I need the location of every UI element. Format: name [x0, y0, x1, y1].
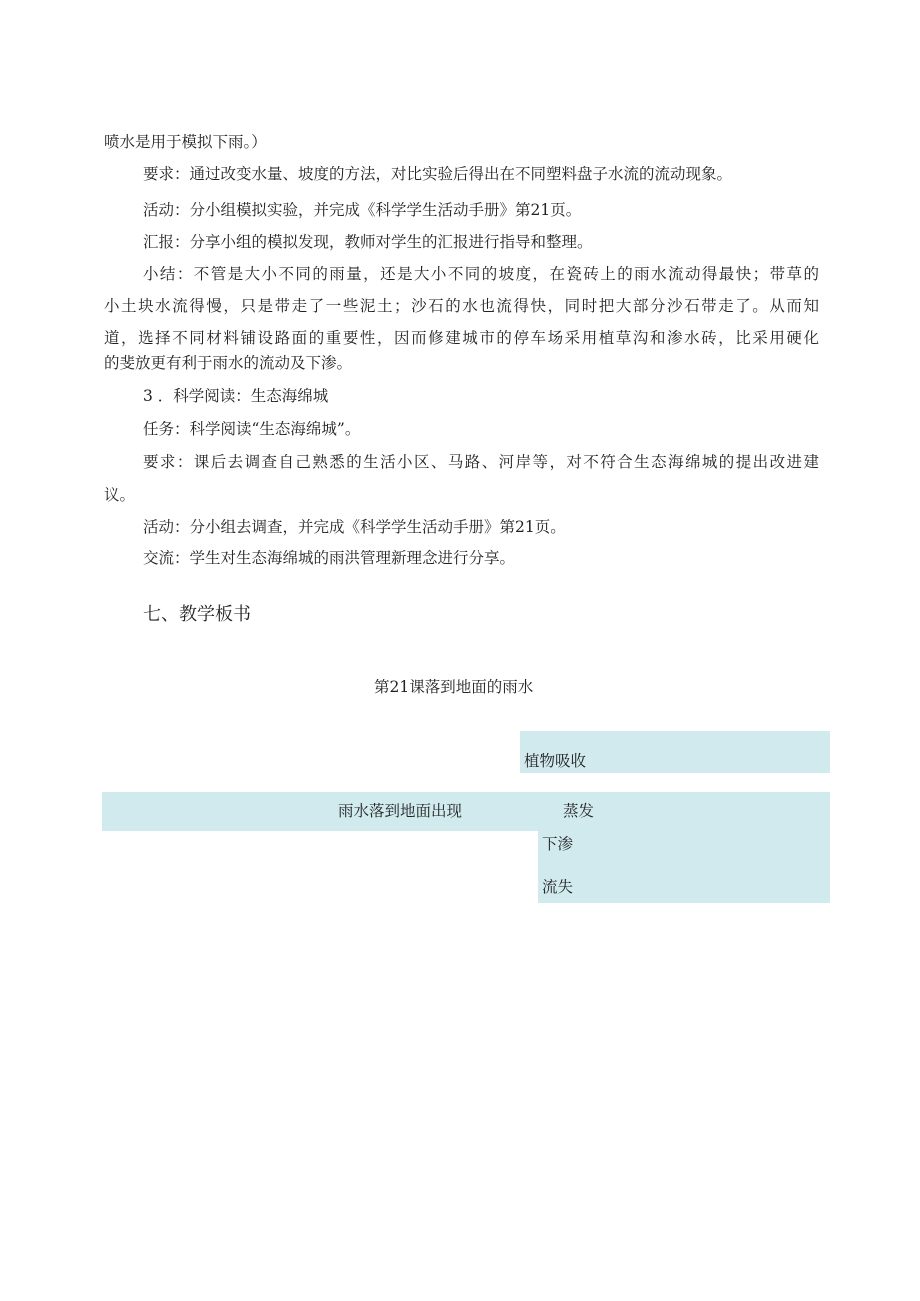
paragraph-activity-2: 活动：分小组去调查，并完成《科学学生活动手册》第21页。	[143, 518, 566, 536]
board-cell-plant-absorb	[520, 731, 830, 773]
board-cell-center	[102, 792, 830, 831]
paragraph-exchange: 交流：学生对生态海绵城的雨洪管理新理念进行分享。	[143, 549, 516, 567]
board-title: 第21课落到地面的雨水	[374, 678, 534, 696]
board-branch-plant-absorb: 植物吸收	[524, 752, 587, 770]
paragraph-summary-line-3: 道，选择不同材料铺设路面的重要性，因而修建城市的停车场采用植草沟和渗水砖，比采用硬化	[104, 329, 819, 347]
paragraph-task: 任务：科学阅读“生态海绵城”。	[143, 420, 361, 438]
board-center-label: 雨水落到地面出现	[338, 802, 463, 820]
paragraph-rain-simulation: 喷水是用于模拟下雨。）	[104, 133, 267, 151]
board-branch-evaporate: 蒸发	[563, 802, 595, 820]
section-heading-blackboard: 七、教学板书	[143, 604, 251, 625]
paragraph-activity: 活动：分小组模拟实验，并完成《科学学生活动手册》第21页。	[143, 201, 582, 219]
paragraph-requirement-2-line-1: 要求：课后去调查自己熟悉的生活小区、马路、河岸等，对不符合生态海绵城的提出改进建	[143, 453, 819, 471]
board-branch-seep: 下渗	[542, 835, 574, 853]
paragraph-requirement: 要求：通过改变水量、坡度的方法，对比实验后得出在不同塑料盘子水流的流动现象。	[143, 165, 733, 183]
paragraph-summary-line-2: 小土块水流得慢，只是带走了一些泥土；沙石的水也流得快，同时把大部分沙石带走了。从而知	[104, 297, 819, 315]
board-cell-lower-branches	[538, 831, 830, 903]
paragraph-summary-line-1: 小结：不管是大小不同的雨量，还是大小不同的坡度，在瓷砖上的雨水流动得最快；带草的	[143, 265, 819, 283]
paragraph-requirement-2-line-2: 议。	[104, 486, 136, 504]
section-science-reading: 3 ．科学阅读：生态海绵城	[143, 387, 329, 405]
board-branch-runoff: 流失	[542, 878, 574, 896]
paragraph-summary-line-4: 的斐放更有利于雨水的流动及下渗。	[104, 354, 353, 372]
paragraph-report: 汇报：分享小组的模拟发现，教师对学生的汇报进行指导和整理。	[143, 233, 593, 251]
